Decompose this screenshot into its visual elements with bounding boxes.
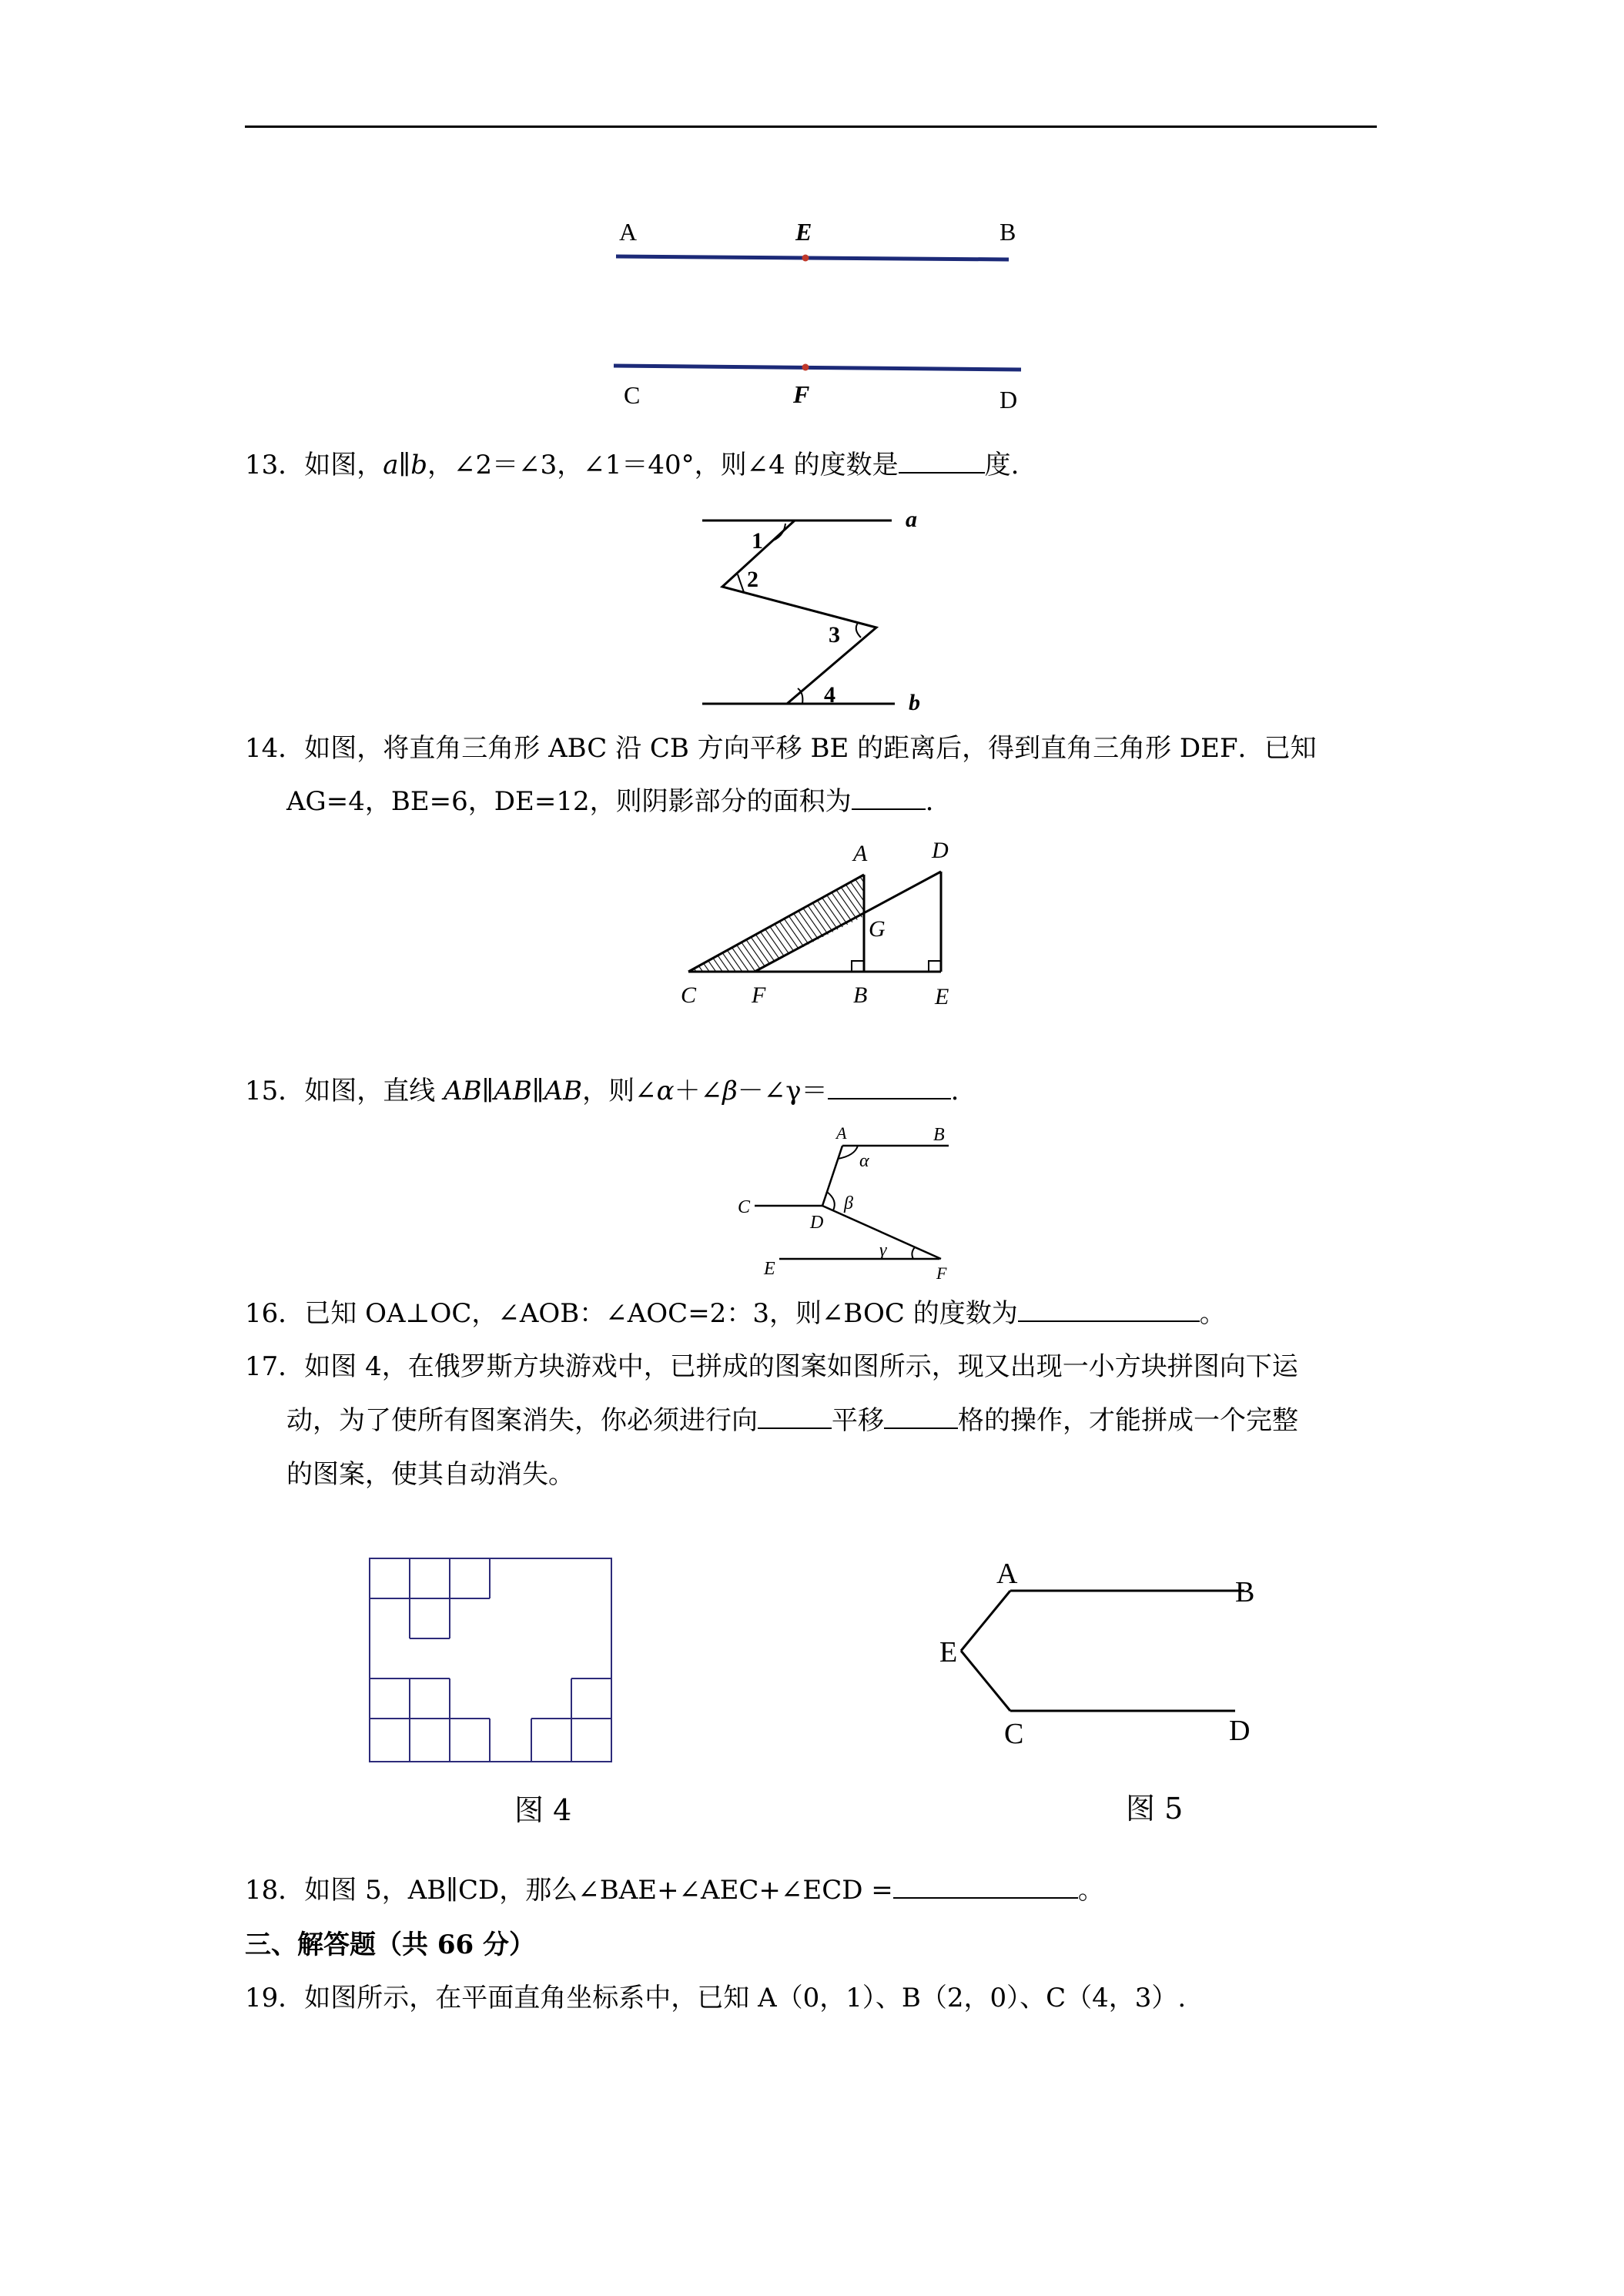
q13-text-2: ，∠2＝∠3，∠1＝40°，则∠4 的度数是: [427, 450, 899, 480]
right-angle-e: [929, 961, 941, 972]
q17-text-2: 动，为了使所有图案消失，你必须进行向: [286, 1405, 758, 1436]
label-f: F: [793, 380, 810, 408]
answer-blank[interactable]: [893, 1874, 1078, 1899]
q18-text-2: 。: [1077, 1875, 1104, 1906]
angle-arc-2: [738, 574, 744, 592]
label-b: b: [909, 690, 920, 715]
right-angle-b: [852, 961, 864, 972]
label-a: A: [853, 841, 868, 866]
label-e: E: [764, 1259, 775, 1279]
q17-text-1: 如图 4，在俄罗斯方块游戏中，已拼成的图案如图所示，现又出现一小方块拼图向下运: [304, 1351, 1298, 1382]
answer-blank-direction[interactable]: [758, 1404, 832, 1429]
q18-text-1: 如图 5，AB∥CD，那么∠BAE+∠AEC+∠ECD =: [304, 1875, 893, 1906]
figure-parallel-lines-ab-cd: [601, 208, 1032, 423]
label-d: D: [932, 838, 949, 863]
label-g: G: [869, 916, 886, 942]
label-e: E: [939, 1636, 958, 1668]
label-c: C: [738, 1197, 751, 1217]
label-d: D: [1000, 386, 1018, 413]
q15-parallel-2: ∥: [531, 1076, 544, 1106]
q15-alpha: α: [656, 1076, 675, 1106]
question-number: 18．: [245, 1875, 305, 1906]
label-gamma: γ: [879, 1240, 887, 1260]
q13-text-3: 度.: [984, 450, 1020, 480]
answer-blank[interactable]: [852, 785, 926, 810]
q14-text-3: .: [925, 786, 934, 817]
question-number: 17．: [245, 1351, 305, 1382]
question-number: 14．: [245, 733, 305, 764]
label-a: A: [836, 1123, 847, 1143]
q13-var-b: b: [410, 450, 428, 480]
q15-text-2: ，则∠: [582, 1076, 657, 1106]
label-c: C: [1004, 1718, 1024, 1750]
question-17-line-1: [245, 1349, 1298, 1384]
q13-text-1: 如图，: [304, 450, 383, 480]
label-4: 4: [824, 682, 835, 708]
q15-line-2: AB: [494, 1076, 532, 1106]
q14-text-2: AG=4，BE=6，DE=12，则阴影部分的面积为: [286, 786, 852, 817]
label-b: B: [933, 1125, 945, 1145]
label-3: 3: [829, 622, 840, 648]
label-d: D: [1229, 1715, 1251, 1747]
question-16: [245, 1296, 1226, 1331]
question-17-line-3: [286, 1457, 574, 1492]
q17-text-3: 平移: [832, 1405, 884, 1436]
q16-text-2: 。: [1199, 1298, 1226, 1329]
question-number: 16．: [245, 1298, 305, 1329]
question-14-line-2: [286, 784, 933, 819]
angle-gamma-arc: [912, 1247, 915, 1259]
angle-arc-3: [856, 623, 861, 638]
answer-blank[interactable]: [828, 1075, 951, 1099]
label-b: B: [853, 982, 868, 1008]
q14-text-1: 如图，将直角三角形 ABC 沿 CB 方向平移 BE 的距离后，得到直角三角形 DEF．已知: [304, 733, 1317, 764]
q15-text-3: .: [950, 1076, 959, 1106]
answer-blank[interactable]: [899, 449, 985, 474]
q13-parallel: ∥: [398, 450, 411, 480]
question-17-line-2: [286, 1403, 1298, 1438]
q15-line-1: AB: [444, 1076, 482, 1106]
q19-text-1: 如图所示，在平面直角坐标系中，已知 A（0，1）、B（2，0）、C（4，3）.: [304, 1983, 1187, 2013]
label-f: F: [752, 982, 766, 1008]
label-a: A: [619, 218, 638, 246]
question-19: [245, 1980, 1186, 2016]
figure-4-tetris-grid: [362, 1548, 624, 1779]
segment-ec: [961, 1651, 1010, 1711]
question-18: [245, 1873, 1104, 1908]
figure-5-ab-e-cd: [924, 1548, 1278, 1763]
q13-var-a: a: [383, 450, 399, 480]
label-b: B: [1235, 1576, 1255, 1608]
q15-text-1: 如图，直线: [304, 1076, 444, 1106]
label-d: D: [810, 1213, 824, 1233]
header-rule: [245, 126, 1377, 128]
answer-blank[interactable]: [1018, 1297, 1200, 1322]
label-beta: β: [844, 1193, 853, 1213]
segment-ae: [961, 1591, 1010, 1651]
question-14-line-1: [245, 731, 1317, 766]
point-e: [802, 255, 809, 262]
figure-13-zigzag: [693, 500, 947, 716]
question-15: [245, 1073, 959, 1109]
label-c: C: [681, 982, 697, 1008]
label-a: a: [906, 507, 917, 532]
zigzag-path: [722, 520, 876, 704]
label-e: E: [935, 984, 949, 1009]
q17-text-4: 格的操作，才能拼成一个完整: [958, 1405, 1298, 1436]
q15-plus: ＋∠: [674, 1076, 723, 1106]
label-f: F: [936, 1263, 947, 1283]
figure-14-translated-triangles: [670, 832, 963, 1016]
question-number: 13．: [245, 450, 305, 480]
label-1: 1: [752, 528, 763, 554]
question-number: 19．: [245, 1983, 305, 2013]
question-13: [245, 447, 1019, 483]
label-b: B: [1000, 218, 1016, 246]
point-f: [802, 364, 809, 371]
label-alpha: α: [859, 1151, 869, 1171]
figure-5-caption: 图 5: [1126, 1792, 1184, 1826]
q15-parallel-1: ∥: [481, 1076, 494, 1106]
label-e: E: [795, 218, 812, 246]
line-cd: [614, 366, 1021, 370]
q17-text-5: 的图案，使其自动消失。: [286, 1459, 574, 1490]
figure-15-three-parallel-lines: [732, 1120, 978, 1286]
line-ab: [616, 256, 1009, 259]
section-3-heading: 三、解答题（共 66 分）: [245, 1930, 535, 1960]
label-a: A: [996, 1558, 1018, 1590]
q16-text-1: 已知 OA⊥OC，∠AOB：∠AOC=2：3，则∠BOC 的度数为: [304, 1298, 1018, 1329]
question-number: 15．: [245, 1076, 305, 1106]
q15-beta: β: [722, 1076, 738, 1106]
q15-line-3: AB: [544, 1076, 583, 1106]
answer-blank-count[interactable]: [884, 1404, 958, 1429]
q15-minus: －∠γ＝: [737, 1076, 828, 1106]
label-2: 2: [747, 567, 758, 592]
figure-4-caption: 图 4: [514, 1793, 572, 1827]
label-c: C: [624, 381, 641, 409]
